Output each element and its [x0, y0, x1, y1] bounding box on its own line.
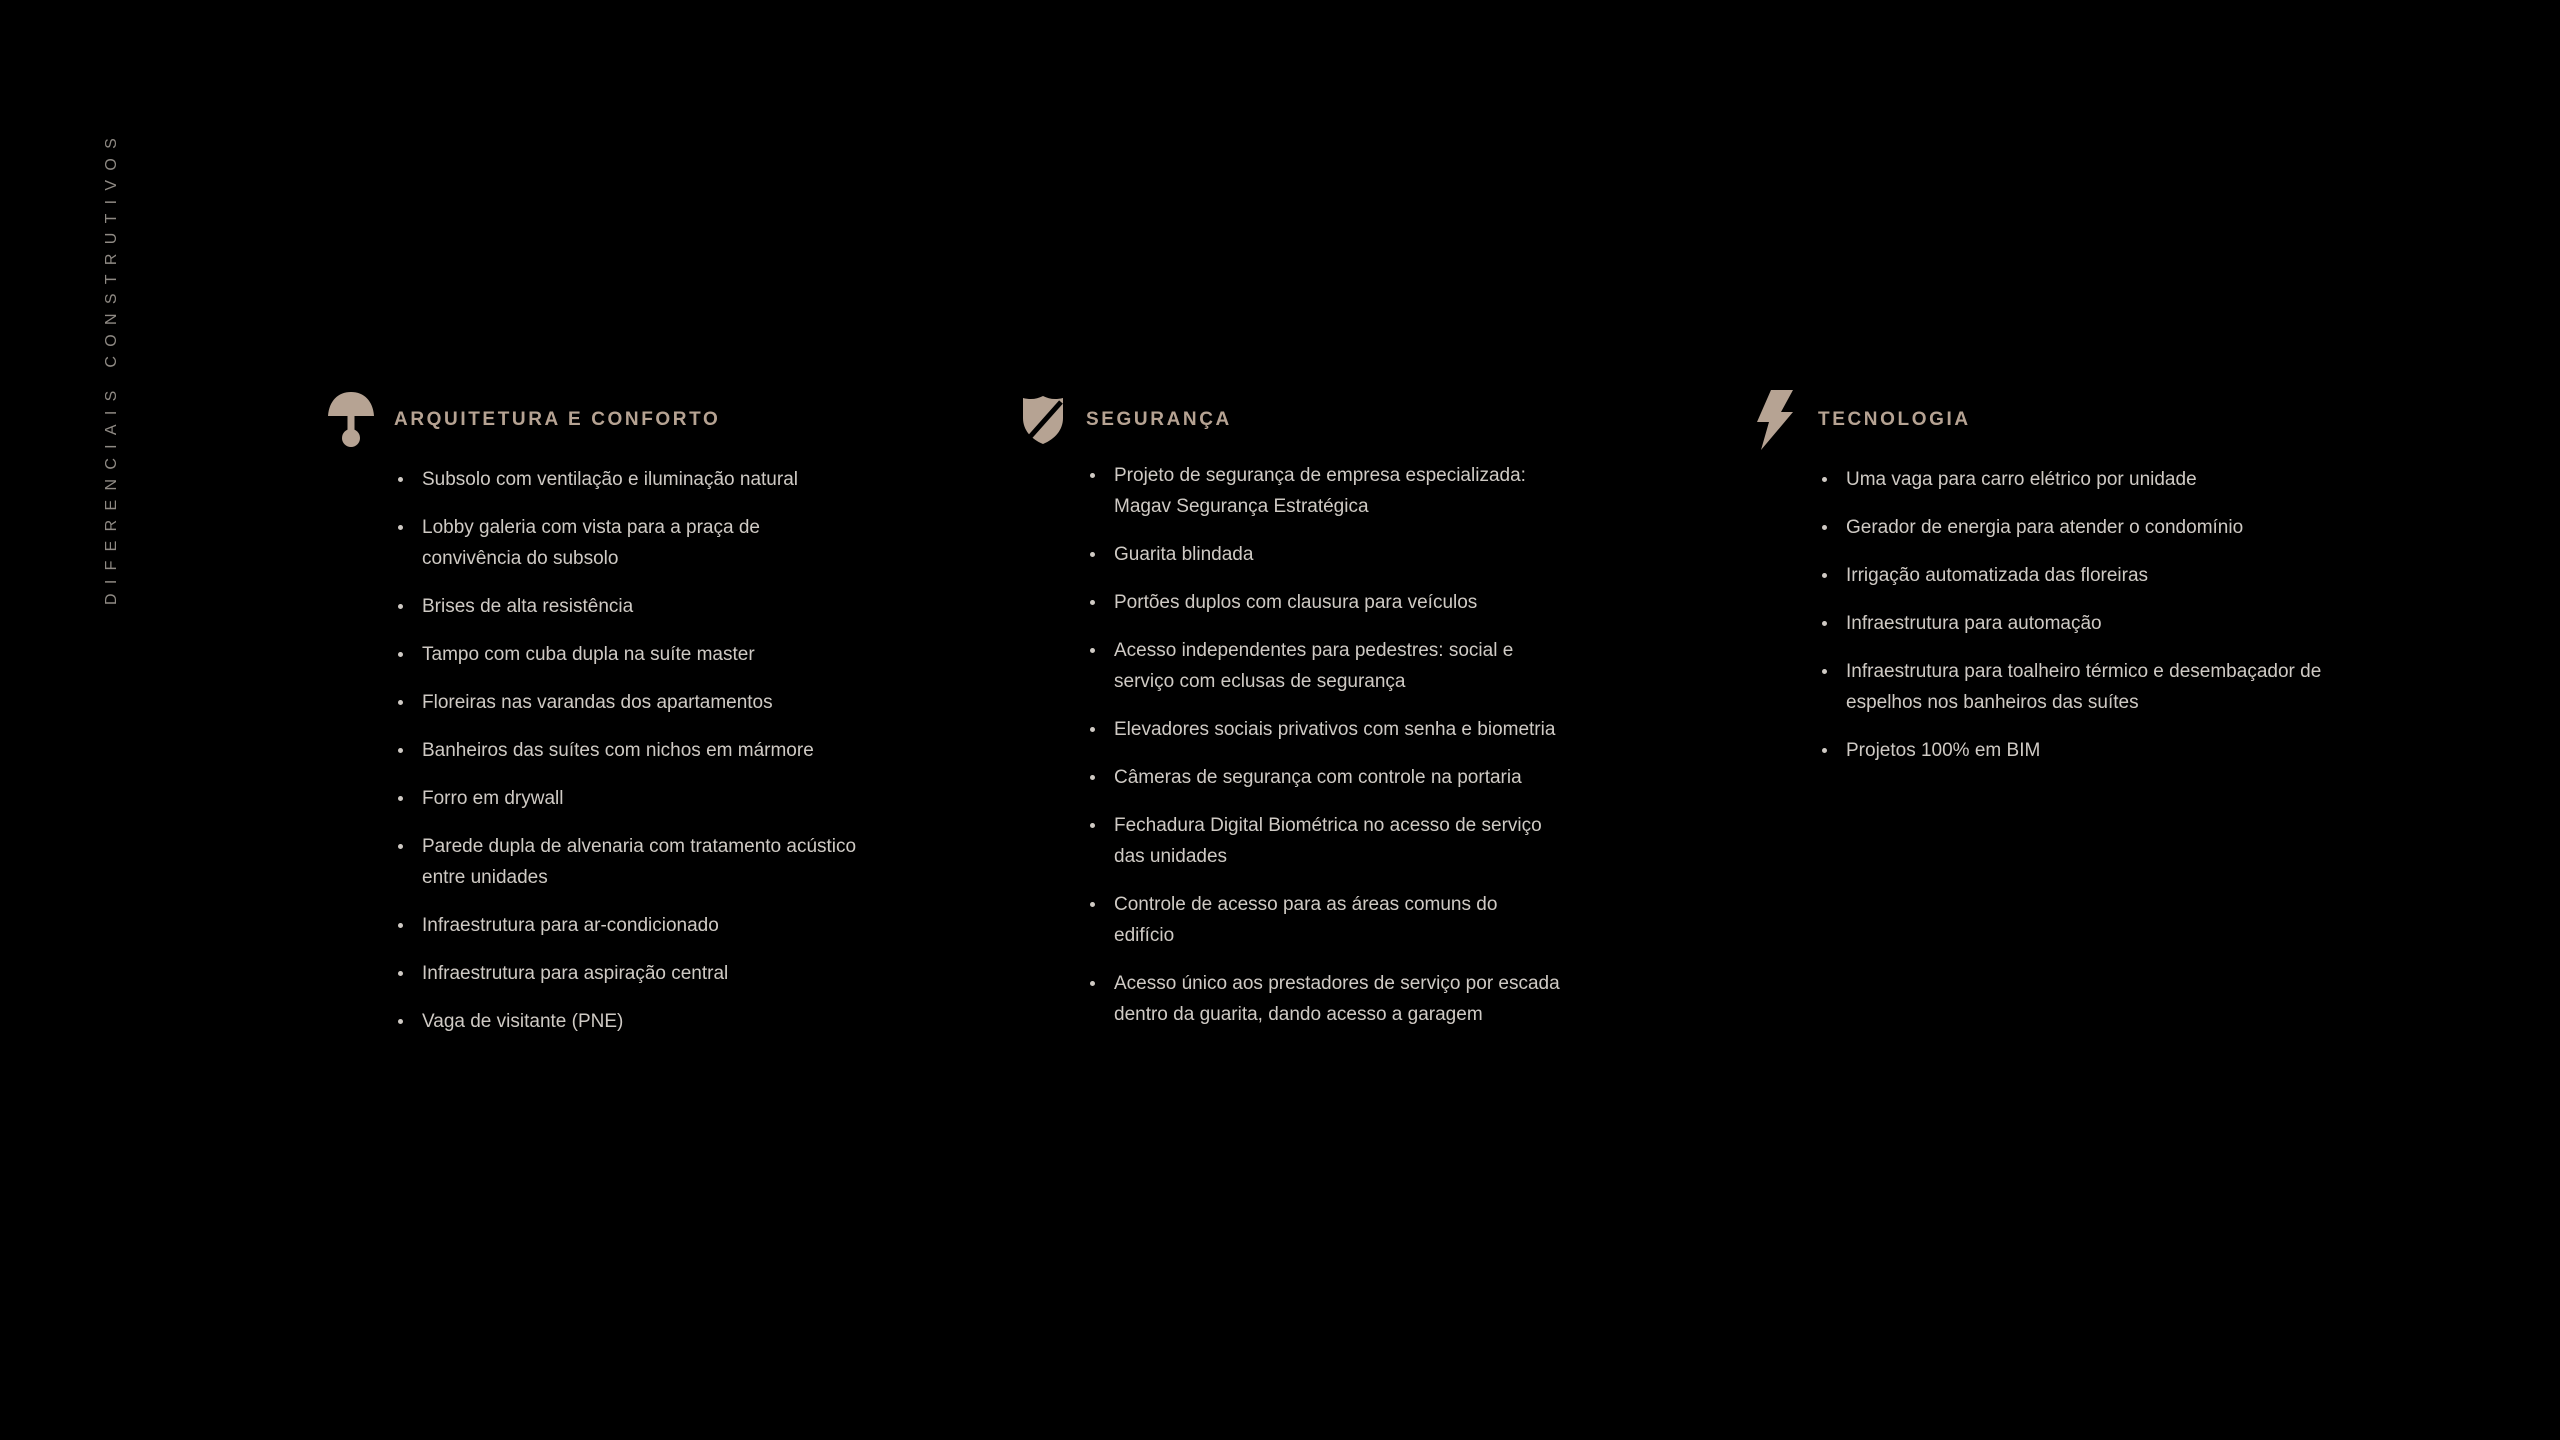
- list-item: Irrigação automatizada das floreiras: [1822, 560, 2352, 591]
- list-item: Acesso único aos prestadores de serviço por escada dentro da guarita, dando acesso a garagem: [1090, 968, 1560, 1030]
- list-item: Brises de alta resistência: [398, 591, 858, 622]
- list-item: Lobby galeria com vista para a praça de convivência do subsolo: [398, 512, 858, 574]
- list-item: Banheiros das suítes com nichos em mármore: [398, 735, 858, 766]
- feature-list: [1822, 464, 2352, 783]
- list-item: Subsolo com ventilação e iluminação natural: [398, 464, 858, 495]
- list-item: Câmeras de segurança com controle na portaria: [1090, 762, 1560, 793]
- list-item: Floreiras nas varandas dos apartamentos: [398, 687, 858, 718]
- column-title: TECNOLOGIA: [1818, 409, 1971, 430]
- column-title: SEGURANÇA: [1086, 409, 1232, 430]
- column-title: ARQUITETURA E CONFORTO: [394, 409, 721, 430]
- list-item: Uma vaga para carro elétrico por unidade: [1822, 464, 2352, 495]
- list-item: Projetos 100% em BIM: [1822, 735, 2352, 766]
- list-item: Portões duplos com clausura para veículos: [1090, 587, 1560, 618]
- list-item: Parede dupla de alvenaria com tratamento acústico entre unidades: [398, 831, 858, 893]
- list-item: Projeto de segurança de empresa especializada: Magav Segurança Estratégica: [1090, 460, 1560, 522]
- column-header: [1748, 380, 1971, 460]
- shield-icon: [1016, 390, 1070, 450]
- column-arquitetura-conforto: [324, 380, 857, 1032]
- feature-list: [398, 464, 858, 1054]
- list-item: Vaga de visitante (PNE): [398, 1006, 858, 1037]
- list-item: Infraestrutura para automação: [1822, 608, 2352, 639]
- list-item: Fechadura Digital Biométrica no acesso de serviço das unidades: [1090, 810, 1560, 872]
- column-tecnologia: [1748, 380, 2322, 761]
- list-item: Infraestrutura para toalheiro térmico e desembaçador de espelhos nos banheiros das suítes: [1822, 656, 2352, 718]
- lamp-icon: [324, 390, 378, 450]
- list-item: Gerador de energia para atender o condomínio: [1822, 512, 2352, 543]
- section-side-label: DIFERENCIAIS CONSTRUTIVOS: [103, 128, 120, 605]
- list-item: Infraestrutura para aspiração central: [398, 958, 858, 989]
- list-item: Forro em drywall: [398, 783, 858, 814]
- lightning-bolt-icon: [1748, 390, 1802, 450]
- column-header: [1016, 380, 1232, 460]
- list-item: Guarita blindada: [1090, 539, 1560, 570]
- column-header: [324, 380, 720, 460]
- list-item: Elevadores sociais privativos com senha e biometria: [1090, 714, 1560, 745]
- column-seguranca: [1016, 380, 1560, 1025]
- list-item: Tampo com cuba dupla na suíte master: [398, 639, 858, 670]
- list-item: Controle de acesso para as áreas comuns do edifício: [1090, 889, 1560, 951]
- list-item: Acesso independentes para pedestres: social e serviço com eclusas de segurança: [1090, 635, 1560, 697]
- list-item: Infraestrutura para ar-condicionado: [398, 910, 858, 941]
- feature-list: [1090, 460, 1560, 1047]
